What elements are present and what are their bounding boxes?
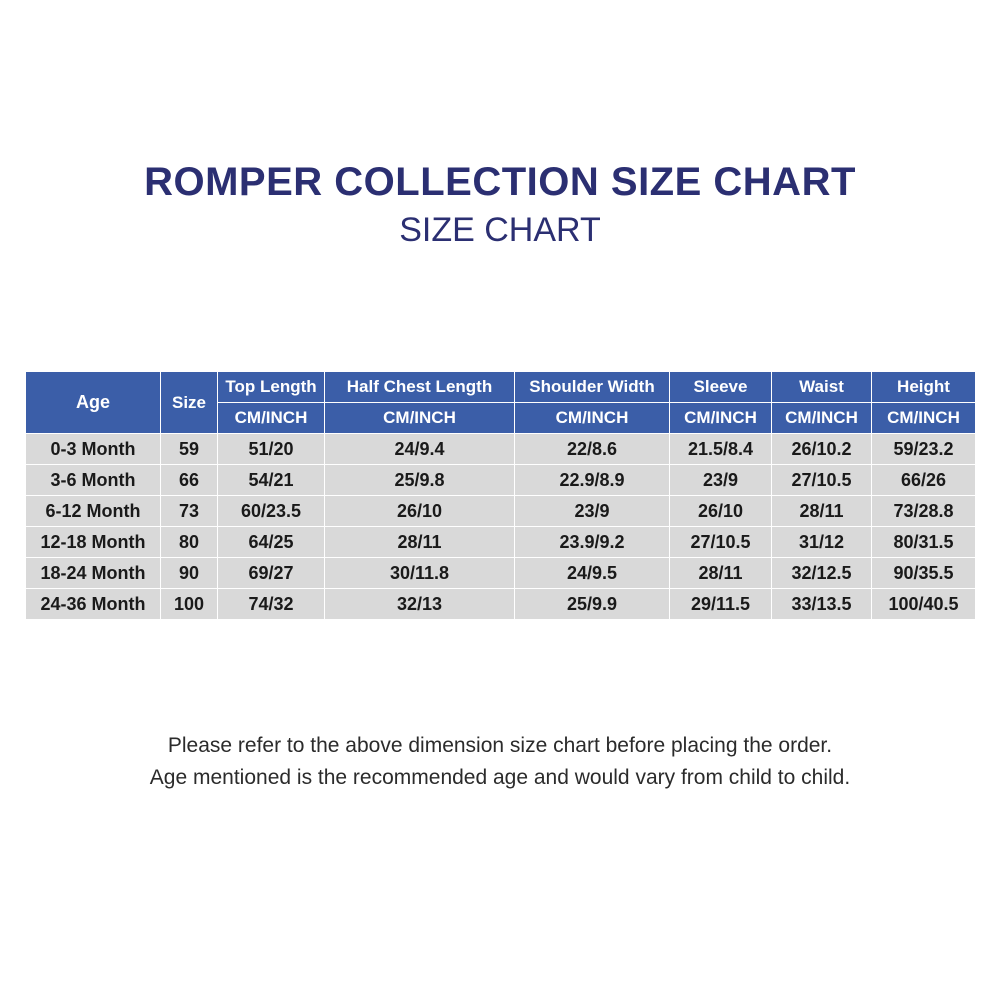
cell-height: 66/26 — [872, 465, 976, 496]
size-chart-table — [25, 371, 976, 620]
cell-sleeve: 26/10 — [670, 496, 772, 527]
cell-half-chest-length: 30/11.8 — [325, 558, 515, 589]
cell-height: 90/35.5 — [872, 558, 976, 589]
header-row-labels — [26, 372, 976, 403]
unit-shoulder-width: CM/INCH — [515, 403, 670, 434]
cell-size: 59 — [161, 434, 218, 465]
cell-top-length: 51/20 — [218, 434, 325, 465]
footer-note — [0, 730, 1000, 793]
cell-sleeve: 23/9 — [670, 465, 772, 496]
cell-size: 90 — [161, 558, 218, 589]
table-row — [26, 527, 976, 558]
cell-height: 73/28.8 — [872, 496, 976, 527]
table-row — [26, 558, 976, 589]
cell-size: 66 — [161, 465, 218, 496]
unit-half-chest-length: CM/INCH — [325, 403, 515, 434]
cell-half-chest-length: 26/10 — [325, 496, 515, 527]
column-header-sleeve: Sleeve — [670, 372, 772, 403]
table-row — [26, 465, 976, 496]
title-block — [0, 160, 1000, 249]
column-header-waist: Waist — [772, 372, 872, 403]
column-header-height: Height — [872, 372, 976, 403]
cell-age: 12-18 Month — [26, 527, 161, 558]
table-row — [26, 589, 976, 620]
cell-half-chest-length: 25/9.8 — [325, 465, 515, 496]
cell-half-chest-length: 28/11 — [325, 527, 515, 558]
table-row — [26, 496, 976, 527]
cell-waist: 32/12.5 — [772, 558, 872, 589]
cell-sleeve: 29/11.5 — [670, 589, 772, 620]
table-body — [26, 434, 976, 620]
cell-half-chest-length: 24/9.4 — [325, 434, 515, 465]
cell-shoulder-width: 22.9/8.9 — [515, 465, 670, 496]
table-row — [26, 434, 976, 465]
cell-shoulder-width: 23.9/9.2 — [515, 527, 670, 558]
unit-sleeve: CM/INCH — [670, 403, 772, 434]
cell-waist: 33/13.5 — [772, 589, 872, 620]
column-header-shoulder-width: Shoulder Width — [515, 372, 670, 403]
unit-top-length: CM/INCH — [218, 403, 325, 434]
cell-height: 80/31.5 — [872, 527, 976, 558]
cell-waist: 28/11 — [772, 496, 872, 527]
cell-age: 6-12 Month — [26, 496, 161, 527]
cell-age: 3-6 Month — [26, 465, 161, 496]
column-header-age: Age — [26, 372, 161, 434]
cell-top-length: 64/25 — [218, 527, 325, 558]
size-chart-table-wrapper — [25, 371, 975, 620]
page-title: ROMPER COLLECTION SIZE CHART — [144, 160, 856, 204]
cell-sleeve: 28/11 — [670, 558, 772, 589]
cell-sleeve: 27/10.5 — [670, 527, 772, 558]
cell-shoulder-width: 23/9 — [515, 496, 670, 527]
unit-waist: CM/INCH — [772, 403, 872, 434]
cell-size: 100 — [161, 589, 218, 620]
column-header-half-chest-length: Half Chest Length — [325, 372, 515, 403]
cell-waist: 31/12 — [772, 527, 872, 558]
unit-height: CM/INCH — [872, 403, 976, 434]
column-header-top-length: Top Length — [218, 372, 325, 403]
page-subtitle: SIZE CHART — [399, 211, 601, 249]
cell-height: 100/40.5 — [872, 589, 976, 620]
cell-top-length: 69/27 — [218, 558, 325, 589]
table-header — [26, 372, 976, 434]
cell-size: 80 — [161, 527, 218, 558]
footer-note-line-1: Please refer to the above dimension size chart before placing the order. — [167, 734, 833, 757]
cell-shoulder-width: 22/8.6 — [515, 434, 670, 465]
cell-top-length: 60/23.5 — [218, 496, 325, 527]
cell-age: 24-36 Month — [26, 589, 161, 620]
cell-waist: 26/10.2 — [772, 434, 872, 465]
cell-age: 0-3 Month — [26, 434, 161, 465]
cell-sleeve: 21.5/8.4 — [670, 434, 772, 465]
cell-top-length: 74/32 — [218, 589, 325, 620]
footer-note-line-2: Age mentioned is the recommended age and would vary from child to child. — [149, 765, 851, 789]
cell-shoulder-width: 25/9.9 — [515, 589, 670, 620]
cell-top-length: 54/21 — [218, 465, 325, 496]
cell-height: 59/23.2 — [872, 434, 976, 465]
cell-size: 73 — [161, 496, 218, 527]
cell-age: 18-24 Month — [26, 558, 161, 589]
column-header-size: Size — [161, 372, 218, 434]
cell-waist: 27/10.5 — [772, 465, 872, 496]
cell-half-chest-length: 32/13 — [325, 589, 515, 620]
cell-shoulder-width: 24/9.5 — [515, 558, 670, 589]
